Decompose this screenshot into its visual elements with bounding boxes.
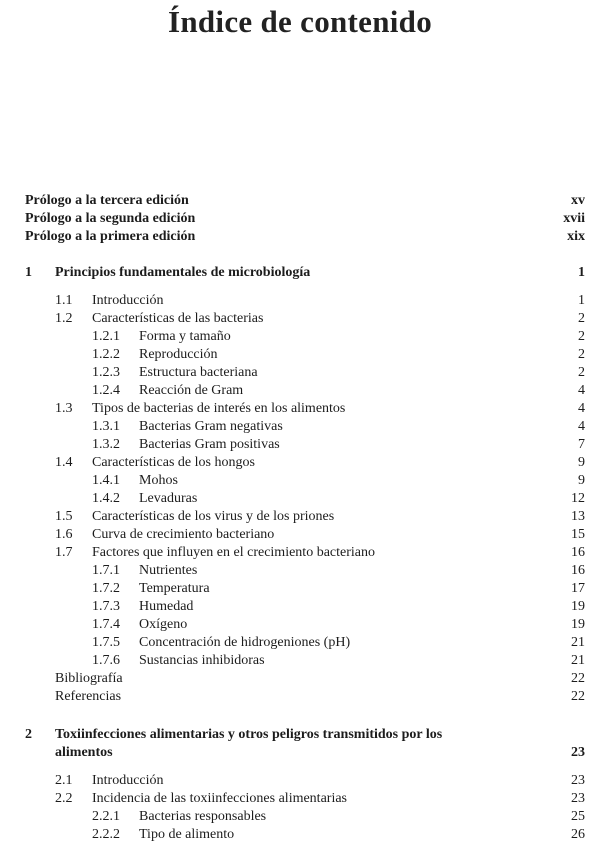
section-title: Tipos de bacterias de interés en los alimentos <box>92 401 346 416</box>
subsection-page: 2 <box>578 347 585 362</box>
section-title: Características de las bacterias <box>92 311 264 326</box>
toc-entry-page: xix <box>567 229 585 244</box>
toc-entry-bibliography[interactable] <box>55 670 585 688</box>
section-number: 1.6 <box>55 527 73 542</box>
toc-entry[interactable] <box>92 418 585 436</box>
toc-entry[interactable] <box>55 790 585 808</box>
section-title: Incidencia de las toxiinfecciones alimentarias <box>92 791 348 806</box>
subsection-page: 19 <box>571 599 585 614</box>
toc-entry[interactable] <box>92 472 585 490</box>
subsection-page: 21 <box>571 653 585 668</box>
section-title: Bibliografía <box>55 671 123 686</box>
subsection-number: 1.7.1 <box>92 563 120 578</box>
subsection-number: 2.2.2 <box>92 827 120 842</box>
toc-entry[interactable] <box>92 652 585 670</box>
section-page: 16 <box>571 545 585 560</box>
subsection-number: 1.4.1 <box>92 473 120 488</box>
toc-entry[interactable] <box>92 346 585 364</box>
subsection-page: 25 <box>571 809 585 824</box>
subsection-page: 26 <box>571 827 585 842</box>
toc-entry-title: Prólogo a la primera edición <box>25 229 196 244</box>
section-title: Características de los hongos <box>92 455 255 470</box>
section-title: Introducción <box>92 293 164 308</box>
subsection-title: Levaduras <box>139 491 198 506</box>
page-title: Índice de contenido <box>167 4 433 39</box>
section-number: 1.7 <box>55 545 73 560</box>
subsection-title: Reproducción <box>139 347 218 362</box>
toc-entry[interactable] <box>92 382 585 400</box>
toc-entry-prologue-2[interactable] <box>25 210 585 228</box>
chapter-page: 1 <box>578 265 585 280</box>
subsection-title: Sustancias inhibidoras <box>139 653 265 668</box>
subsection-title: Bacterias Gram positivas <box>139 437 280 452</box>
section-number: 1.3 <box>55 401 73 416</box>
section-page: 22 <box>571 671 585 686</box>
section-page: 2 <box>578 311 585 326</box>
toc-entry[interactable] <box>92 436 585 454</box>
subsection-page: 16 <box>571 563 585 578</box>
subsection-page: 2 <box>578 329 585 344</box>
section-title: Factores que influyen en el crecimiento bacteriano <box>92 545 375 560</box>
subsection-number: 1.4.2 <box>92 491 120 506</box>
subsection-number: 1.7.3 <box>92 599 120 614</box>
section-page: 15 <box>571 527 585 542</box>
toc-entry[interactable] <box>92 598 585 616</box>
subsection-number: 1.3.1 <box>92 419 120 434</box>
toc-entry[interactable] <box>92 562 585 580</box>
subsection-page: 21 <box>571 635 585 650</box>
subsection-number: 1.7.2 <box>92 581 120 596</box>
subsection-number: 1.7.4 <box>92 617 120 632</box>
section-title: Introducción <box>92 773 164 788</box>
section-title: Curva de crecimiento bacteriano <box>92 527 275 542</box>
toc-entry-page: xvii <box>563 211 585 226</box>
section-page: 9 <box>578 455 585 470</box>
subsection-title: Estructura bacteriana <box>139 365 258 380</box>
subsection-page: 19 <box>571 617 585 632</box>
subsection-title: Nutrientes <box>139 563 198 578</box>
subsection-page: 9 <box>578 473 585 488</box>
chapter-number: 2 <box>25 727 32 742</box>
subsection-title: Tipo de alimento <box>139 827 235 842</box>
toc-entry-title: Prólogo a la tercera edición <box>25 193 189 208</box>
toc-entry[interactable] <box>55 526 585 544</box>
section-number: 1.5 <box>55 509 73 524</box>
toc-entry-prologue-3[interactable] <box>25 192 585 210</box>
section-page: 22 <box>571 689 585 704</box>
subsection-page: 2 <box>578 365 585 380</box>
subsection-page: 4 <box>578 419 585 434</box>
toc-entry[interactable] <box>55 508 585 526</box>
subsection-number: 2.2.1 <box>92 809 120 824</box>
subsection-number: 1.3.2 <box>92 437 120 452</box>
section-title: Características de los virus y de los priones <box>92 509 335 524</box>
section-page: 23 <box>571 773 585 788</box>
subsection-number: 1.2.3 <box>92 365 120 380</box>
subsection-number: 1.7.6 <box>92 653 120 668</box>
toc-entry-references[interactable] <box>55 688 585 706</box>
toc-entry[interactable] <box>55 454 585 472</box>
section-number: 2.1 <box>55 773 73 788</box>
subsection-title: Reacción de Gram <box>139 383 244 398</box>
subsection-title: Temperatura <box>139 581 210 596</box>
section-number: 1.4 <box>55 455 73 470</box>
chapter-2-heading[interactable] <box>25 726 585 762</box>
subsection-title: Forma y tamaño <box>139 329 231 344</box>
subsection-title: Oxígeno <box>139 617 188 632</box>
subsection-title: Humedad <box>139 599 194 614</box>
toc-entry[interactable] <box>92 328 585 346</box>
toc-entry-title: Prólogo a la segunda edición <box>25 211 196 226</box>
chapter-title: Toxiinfecciones alimentarias y otros peligros transmitidos por los alimentos <box>55 727 443 760</box>
subsection-number: 1.2.2 <box>92 347 120 362</box>
subsection-number: 1.7.5 <box>92 635 120 650</box>
chapter-title: Principios fundamentales de microbiología <box>55 265 311 280</box>
toc-entry[interactable] <box>92 580 585 598</box>
toc-entry-prologue-1[interactable] <box>25 228 585 246</box>
subsection-page: 12 <box>571 491 585 506</box>
toc-entry[interactable] <box>92 490 585 508</box>
section-number: 1.2 <box>55 311 73 326</box>
section-page: 4 <box>578 401 585 416</box>
subsection-title: Bacterias responsables <box>139 809 267 824</box>
toc-entry[interactable] <box>55 292 585 310</box>
toc-entry[interactable] <box>55 400 585 418</box>
chapter-1-heading[interactable] <box>25 264 585 282</box>
subsection-number: 1.2.4 <box>92 383 120 398</box>
toc-entry[interactable] <box>55 772 585 790</box>
subsection-page: 7 <box>578 437 585 452</box>
section-number: 1.1 <box>55 293 73 308</box>
chapter-page: 23 <box>571 745 585 760</box>
toc-entry[interactable] <box>92 808 585 826</box>
section-title: Referencias <box>55 689 122 704</box>
subsection-number: 1.2.1 <box>92 329 120 344</box>
subsection-page: 4 <box>578 383 585 398</box>
toc-entry[interactable] <box>55 544 585 562</box>
section-page: 1 <box>578 293 585 308</box>
section-page: 23 <box>571 791 585 806</box>
subsection-page: 17 <box>571 581 585 596</box>
toc-entry[interactable] <box>92 364 585 382</box>
toc-entry[interactable] <box>92 634 585 652</box>
subsection-title: Bacterias Gram negativas <box>139 419 283 434</box>
subsection-title: Mohos <box>139 473 178 488</box>
toc-entry[interactable] <box>92 616 585 634</box>
subsection-title: Concentración de hidrogeniones (pH) <box>139 635 351 650</box>
toc-entry[interactable] <box>55 310 585 328</box>
chapter-number: 1 <box>25 265 32 280</box>
toc-entry[interactable] <box>92 826 585 844</box>
toc-entry-page: xv <box>571 193 585 208</box>
section-page: 13 <box>571 509 585 524</box>
section-number: 2.2 <box>55 791 73 806</box>
